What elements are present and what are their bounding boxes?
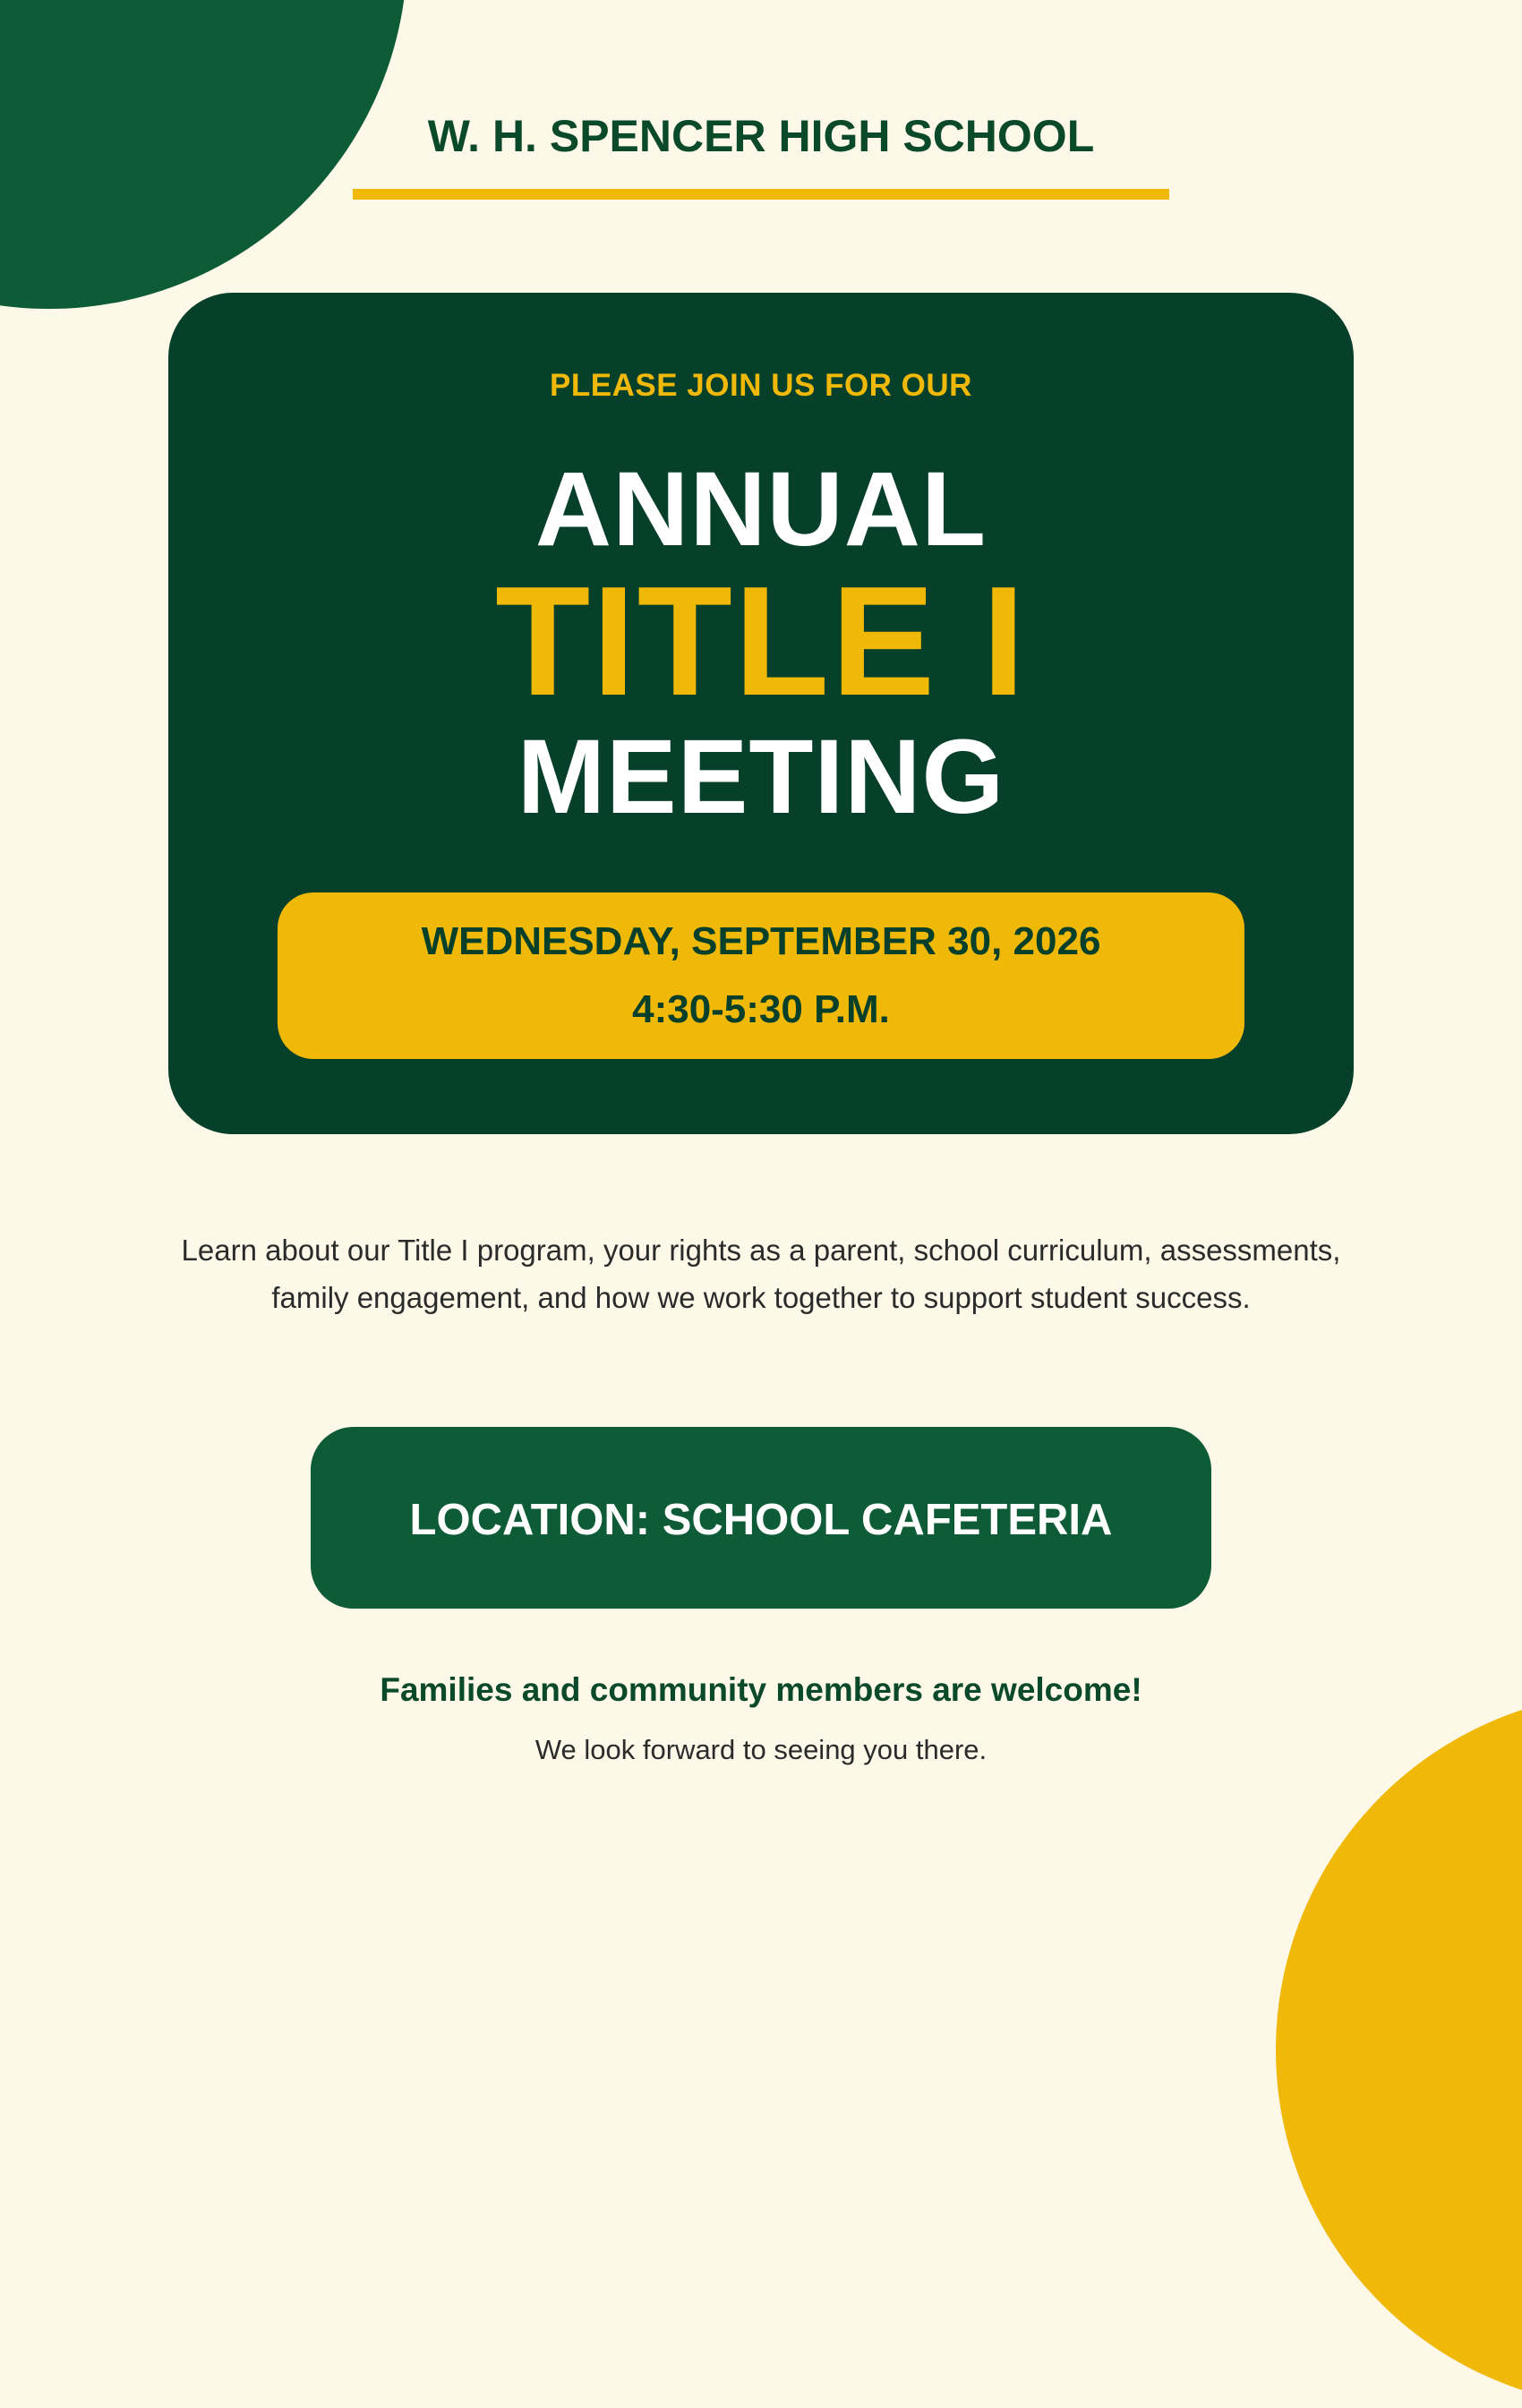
meeting-date: WEDNESDAY, SEPTEMBER 30, 2026	[421, 919, 1101, 963]
header-divider	[353, 189, 1169, 200]
title-meeting: MEETING	[517, 718, 1005, 836]
welcome-line: Families and community members are welcome!	[380, 1671, 1142, 1708]
decorative-circle-bottom-right	[1276, 1692, 1522, 2408]
meeting-time: 4:30-5:30 P.M.	[632, 987, 890, 1031]
location-card	[311, 1427, 1211, 1609]
hero-card	[168, 293, 1354, 1134]
closing-line: We look forward to seeing you there.	[534, 1734, 988, 1765]
date-time-box	[278, 892, 1244, 1059]
school-name: W. H. SPENCER HIGH SCHOOL	[427, 111, 1095, 161]
invite-line: PLEASE JOIN US FOR OUR	[550, 368, 972, 403]
title-annual: ANNUAL	[534, 450, 988, 568]
description-text: Learn about our Title I program, your rights as a parent, school curriculum, assessments, family engagement, and how we work together to support student success.	[181, 1234, 1341, 1314]
title-title-i: TITLE I	[495, 553, 1027, 728]
location-text: LOCATION: SCHOOL CAFETERIA	[409, 1496, 1113, 1544]
